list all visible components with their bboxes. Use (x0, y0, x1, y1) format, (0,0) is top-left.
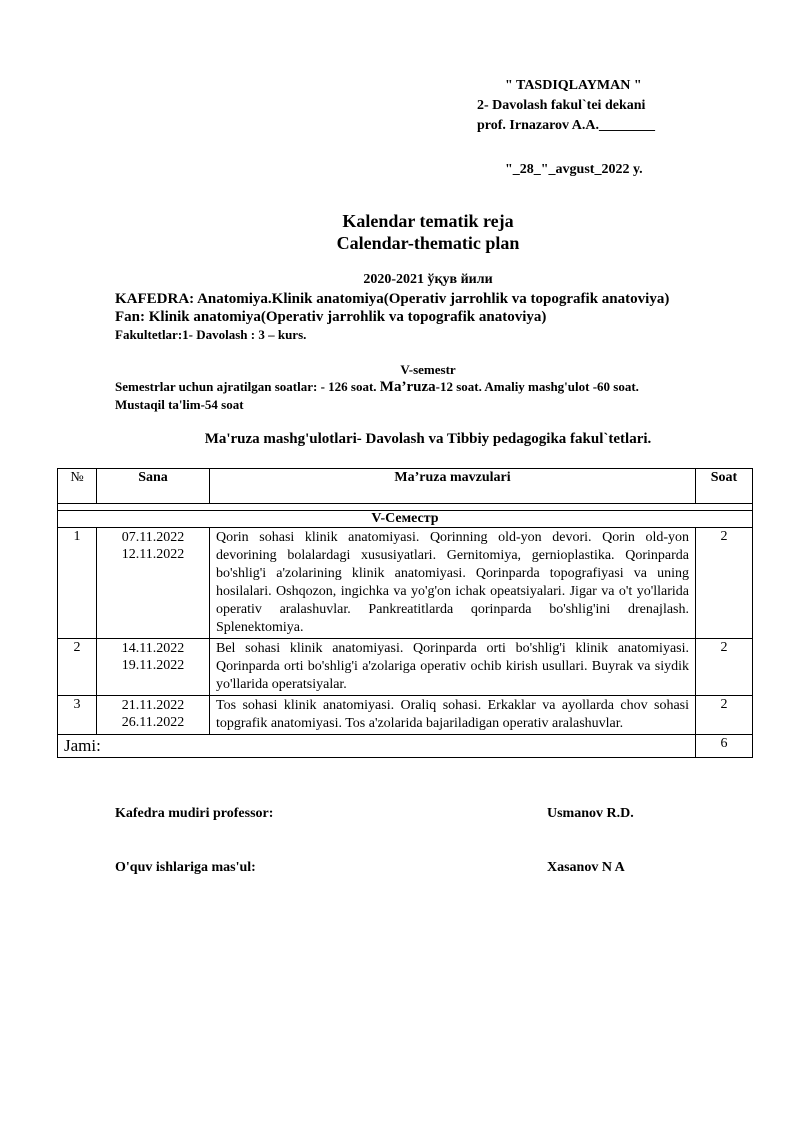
row-num: 3 (58, 696, 97, 735)
row-hours: 2 (696, 528, 753, 639)
row-date-start: 07.11.2022 (121, 530, 185, 545)
row-hours: 2 (696, 696, 753, 735)
table-row (58, 528, 753, 639)
doc-title-en: Calendar-thematic plan (336, 233, 520, 253)
hours-independent: Mustaqil ta'lim-54 soat (115, 397, 244, 412)
subject-line: Fan: Klinik anatomiya(Operativ jarrohlik va topografik anatoviya) (115, 309, 547, 325)
table-semester-row (58, 511, 753, 528)
hours-lecture-rest: -12 soat. Amaliy mashg'ulot -60 soat. (435, 379, 639, 394)
hours-lecture-word: Ma’ruza (379, 379, 436, 395)
semester-row-label: V-Семестр (58, 511, 753, 528)
approval-dean: 2- Davolash fakul`tei dekani (477, 98, 646, 113)
table-row (58, 696, 753, 735)
lecture-section-title: Ma'ruza mashg'ulotlari- Davolash va Tibbiy pedagogika fakul`tetlari. (204, 431, 652, 447)
total-value: 6 (696, 735, 753, 758)
row-topic: Qorin sohasi klinik anatomiyasi. Qorinning old-yon devori. Qorin old-yon devorining bolalardagi xususiyatlari. Gernitomiya, gernioplastika. Qorinparda bo'shlig'i a'zolarining klinik anatomiyasi. Qorinparda topografiyasi va uning hosilalari. Oshqozon, ingichka va yo'g'on ichak opeatsiyalari. Jigar va o't yo'llarida operativ aralashuvlar. Pankreatitlarda qorinparda bo'shlig'ini drenajlash. Splenektomiya. (210, 528, 696, 639)
table-row (58, 639, 753, 696)
col-header-date: Sana (97, 469, 210, 504)
hours-info (115, 378, 755, 414)
table-spacer-row (58, 504, 753, 511)
row-num: 2 (58, 639, 97, 696)
row-date-end: 26.11.2022 (121, 715, 185, 730)
lecture-plan-table (57, 468, 753, 758)
kafedra-line: KAFEDRA: Anatomiya.Klinik anatomiya(Operativ jarrohlik va topografik anatoviya) (115, 291, 670, 307)
responsible-signature-name: Xasanov N A (547, 860, 625, 875)
head-signature-name: Usmanov R.D. (547, 806, 634, 821)
col-header-hours: Soat (696, 469, 753, 504)
col-header-topic: Ma’ruza mavzulari (210, 469, 696, 504)
row-topic: Tos sohasi klinik anatomiyasi. Oraliq sohasi. Erkaklar va ayollarda chov sohasi topgrafik anatomiyasi. Tos a'zolarida bajariladigan operativ aralashuvlar. (210, 696, 696, 735)
semester-label: V-semestr (400, 362, 456, 377)
responsible-signature-label: O'quv ishlariga mas'ul: (115, 860, 256, 875)
approval-heading: " TASDIQLAYMAN " (505, 78, 642, 93)
table-total-row (58, 735, 753, 758)
approval-signer: prof. Irnazarov A.A.________ (477, 118, 655, 133)
row-date-end: 12.11.2022 (121, 547, 185, 562)
row-date (97, 639, 210, 696)
row-num: 1 (58, 528, 97, 639)
academic-year: 2020-2021 ўқув йили (363, 272, 493, 287)
table-header-row (58, 469, 753, 504)
row-date-start: 14.11.2022 (121, 641, 185, 656)
row-hours: 2 (696, 639, 753, 696)
approval-date: "_28_"_avgust_2022 y. (505, 162, 643, 177)
row-date-end: 19.11.2022 (121, 658, 185, 673)
col-header-num: № (58, 469, 97, 504)
head-signature-label: Kafedra mudiri professor: (115, 806, 274, 821)
approval-block (477, 76, 737, 180)
row-topic: Bel sohasi klinik anatomiyasi. Qorinparda orti bo'shlig'i klinik anatomiyasi. Qorinparda orti bo'shlig'i a'zolariga operativ ochib kirish usullari. Buyrak va siydik yo'llarida operatsiyalar. (210, 639, 696, 696)
row-date-start: 21.11.2022 (121, 698, 185, 713)
doc-title: Kalendar tematik reja (342, 211, 514, 231)
faculty-line: Fakultetlar:1- Davolash : 3 – kurs. (115, 327, 307, 342)
hours-total: Semestrlar uchun ajratilgan soatlar: - 126 soat. (115, 379, 380, 394)
total-label: Jami: (58, 735, 696, 758)
row-date (97, 528, 210, 639)
row-date (97, 696, 210, 735)
